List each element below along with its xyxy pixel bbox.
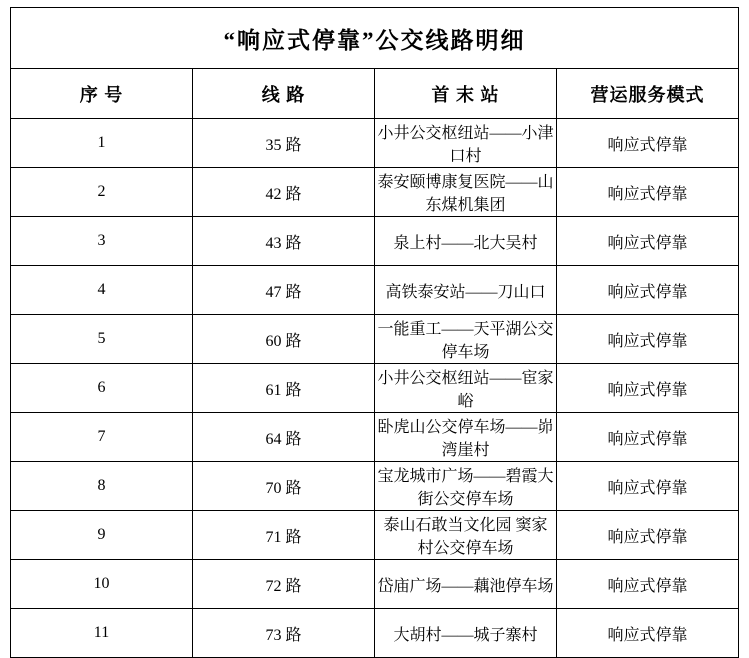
cell-stops: 高铁泰安站——刀山口 <box>375 266 557 315</box>
cell-stops: 泰安颐博康复医院——山东煤机集团 <box>375 168 557 217</box>
bus-routes-table <box>10 7 739 658</box>
cell-stops: 岱庙广场——藕池停车场 <box>375 560 557 609</box>
cell-index: 6 <box>11 364 193 413</box>
cell-mode: 响应式停靠 <box>557 462 739 511</box>
cell-line: 47 路 <box>193 266 375 315</box>
cell-mode: 响应式停靠 <box>557 609 739 658</box>
table-row <box>11 364 739 413</box>
document-page <box>0 7 749 652</box>
cell-line: 60 路 <box>193 315 375 364</box>
cell-index: 11 <box>11 609 193 658</box>
cell-stops: 泰山石敢当文化园 窦家村公交停车场 <box>375 511 557 560</box>
cell-index: 2 <box>11 168 193 217</box>
cell-stops: 宝龙城市广场——碧霞大街公交停车场 <box>375 462 557 511</box>
cell-index: 7 <box>11 413 193 462</box>
table-row <box>11 119 739 168</box>
cell-mode: 响应式停靠 <box>557 266 739 315</box>
cell-stops: 大胡村——城子寨村 <box>375 609 557 658</box>
column-header-stops: 首 末 站 <box>375 69 557 119</box>
cell-line: 35 路 <box>193 119 375 168</box>
column-header-index: 序 号 <box>11 69 193 119</box>
cell-line: 71 路 <box>193 511 375 560</box>
cell-stops: 小井公交枢纽站——宦家峪 <box>375 364 557 413</box>
cell-index: 1 <box>11 119 193 168</box>
cell-stops: 卧虎山公交停车场——峁湾崖村 <box>375 413 557 462</box>
cell-index: 10 <box>11 560 193 609</box>
cell-line: 43 路 <box>193 217 375 266</box>
cell-stops: 泉上村——北大吴村 <box>375 217 557 266</box>
cell-mode: 响应式停靠 <box>557 217 739 266</box>
cell-index: 4 <box>11 266 193 315</box>
table-row <box>11 217 739 266</box>
cell-index: 9 <box>11 511 193 560</box>
table-row <box>11 609 739 658</box>
cell-index: 3 <box>11 217 193 266</box>
cell-line: 72 路 <box>193 560 375 609</box>
table-row <box>11 413 739 462</box>
column-header-line: 线 路 <box>193 69 375 119</box>
cell-mode: 响应式停靠 <box>557 168 739 217</box>
cell-line: 64 路 <box>193 413 375 462</box>
cell-mode: 响应式停靠 <box>557 511 739 560</box>
cell-index: 5 <box>11 315 193 364</box>
cell-line: 42 路 <box>193 168 375 217</box>
table-body <box>11 8 739 658</box>
cell-mode: 响应式停靠 <box>557 560 739 609</box>
cell-mode: 响应式停靠 <box>557 119 739 168</box>
table-row <box>11 168 739 217</box>
cell-line: 73 路 <box>193 609 375 658</box>
cell-mode: 响应式停靠 <box>557 315 739 364</box>
table-row <box>11 315 739 364</box>
title-row <box>11 8 739 69</box>
table-row <box>11 511 739 560</box>
page-title: “响应式停靠”公交线路明细 <box>11 8 739 69</box>
table-row <box>11 266 739 315</box>
cell-mode: 响应式停靠 <box>557 364 739 413</box>
cell-index: 8 <box>11 462 193 511</box>
cell-stops: 一能重工——天平湖公交停车场 <box>375 315 557 364</box>
cell-stops: 小井公交枢纽站——小津口村 <box>375 119 557 168</box>
table-row <box>11 560 739 609</box>
cell-mode: 响应式停靠 <box>557 413 739 462</box>
table-header-row <box>11 69 739 119</box>
column-header-mode: 营运服务模式 <box>557 69 739 119</box>
table-row <box>11 462 739 511</box>
cell-line: 61 路 <box>193 364 375 413</box>
cell-line: 70 路 <box>193 462 375 511</box>
